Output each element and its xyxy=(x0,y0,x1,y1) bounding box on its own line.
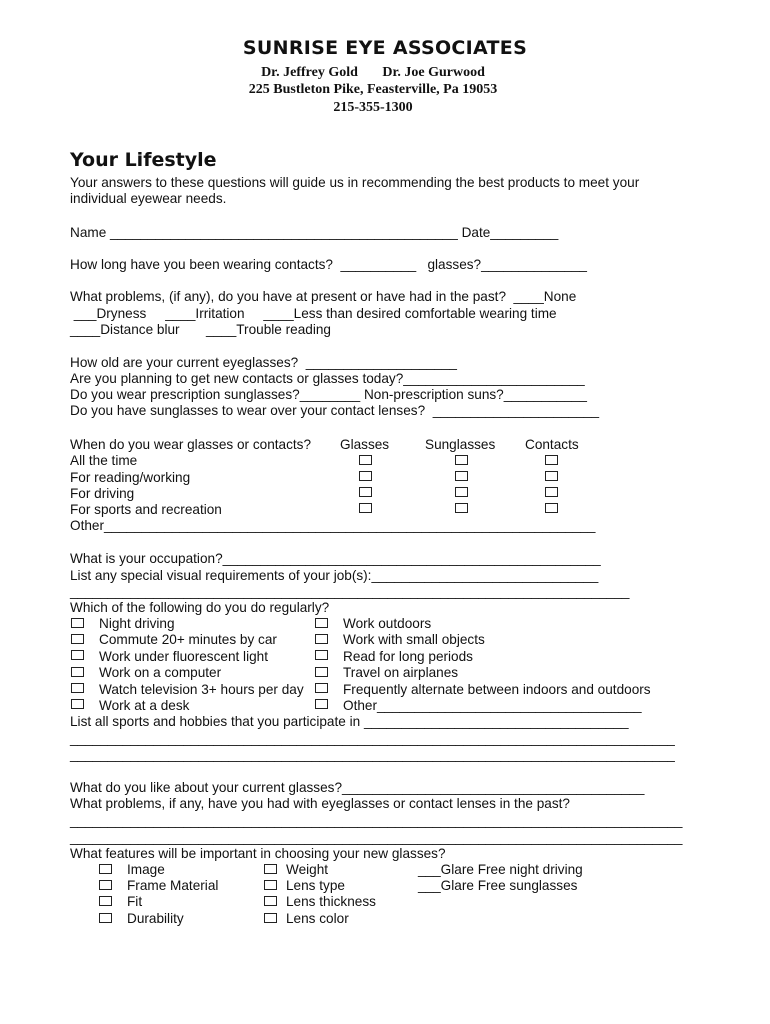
name-date-field[interactable]: Name ______________________________________________ Date_________ xyxy=(70,225,559,240)
sunglasses-field[interactable]: Do you wear prescription sunglasses?________ Non-prescription suns?___________ xyxy=(70,387,587,402)
checkbox[interactable] xyxy=(545,487,558,497)
section-title: Your Lifestyle xyxy=(70,149,217,171)
practice-name: SUNRISE EYE ASSOCIATES xyxy=(242,37,528,59)
checkbox[interactable] xyxy=(71,618,84,628)
checkbox[interactable] xyxy=(455,503,468,513)
wearing-duration-field[interactable]: How long have you been wearing contacts? __________ glasses?______________ xyxy=(70,257,587,272)
checkbox[interactable] xyxy=(455,487,468,497)
hobbies-blank[interactable]: ________________________________________________________________________________ xyxy=(70,731,675,746)
intro-line-1: Your answers to these questions will guide us in recommending the best products to meet your xyxy=(70,175,640,190)
wear-other-field[interactable]: Other_________________________________________________________________ xyxy=(70,518,596,533)
checkbox[interactable] xyxy=(315,667,328,677)
feature-label: Fit xyxy=(127,894,143,909)
practice-address: 225 Bustleton Pike, Feasterville, Pa 19053 xyxy=(248,82,498,97)
feature-label: Weight xyxy=(286,862,329,877)
problems-question[interactable]: What problems, (if any), do you have at present or have had in the past? ____None xyxy=(70,289,577,304)
checkbox[interactable] xyxy=(545,503,558,513)
checkbox[interactable] xyxy=(264,864,277,874)
checkbox[interactable] xyxy=(359,471,372,481)
checkbox[interactable] xyxy=(71,667,84,677)
wear-row-label: For sports and recreation xyxy=(70,502,222,517)
planning-field[interactable]: Are you planning to get new contacts or glasses today?________________________ xyxy=(70,371,585,386)
activity-other-field[interactable]: Other___________________________________ xyxy=(343,698,642,713)
eyeglasses-age-field[interactable]: How old are your current eyeglasses? ____________________ xyxy=(70,355,457,370)
feature-label: Lens color xyxy=(286,911,349,926)
activities-question: Which of the following do you do regularly? xyxy=(70,600,330,615)
activity-label: Read for long periods xyxy=(343,649,473,664)
over-contacts-field[interactable]: Do you have sunglasses to wear over your contact lenses? ______________________ xyxy=(70,403,600,418)
past-problems-blank[interactable]: _________________________________________________________________________________ xyxy=(70,813,683,828)
checkbox[interactable] xyxy=(264,880,277,890)
column-sunglasses: Sunglasses xyxy=(425,437,496,452)
problems-options-2[interactable]: ____Distance blur ____Trouble reading xyxy=(70,322,331,337)
checkbox[interactable] xyxy=(545,471,558,481)
checkbox[interactable] xyxy=(315,634,328,644)
activity-label: Night driving xyxy=(99,616,175,631)
feature-label: Lens thickness xyxy=(286,894,376,909)
checkbox[interactable] xyxy=(99,913,112,923)
hobbies-field[interactable]: List all sports and hobbies that you participate in ___________________________________ xyxy=(70,714,629,729)
activity-label: Work with small objects xyxy=(343,632,485,647)
glare-sunglasses-option[interactable]: ___Glare Free sunglasses xyxy=(418,878,578,893)
problems-options-1[interactable]: ___Dryness ____Irritation ____Less than desired comfortable wearing time xyxy=(70,306,557,321)
checkbox[interactable] xyxy=(359,487,372,497)
checkbox[interactable] xyxy=(264,913,277,923)
activity-label: Work on a computer xyxy=(99,665,222,680)
checkbox[interactable] xyxy=(545,455,558,465)
checkbox[interactable] xyxy=(359,503,372,513)
hobbies-blank[interactable]: ________________________________________________________________________________ xyxy=(70,747,675,762)
checkbox[interactable] xyxy=(71,650,84,660)
feature-label: Image xyxy=(127,862,165,877)
glare-night-option[interactable]: ___Glare Free night driving xyxy=(418,862,583,877)
checkbox[interactable] xyxy=(99,880,112,890)
checkbox[interactable] xyxy=(99,864,112,874)
wear-question: When do you wear glasses or contacts? xyxy=(70,437,312,452)
activity-label: Work under fluorescent light xyxy=(99,649,268,664)
checkbox[interactable] xyxy=(71,699,84,709)
checkbox[interactable] xyxy=(455,455,468,465)
column-contacts: Contacts xyxy=(525,437,579,452)
wear-row-label: For reading/working xyxy=(70,470,191,485)
checkbox[interactable] xyxy=(264,896,277,906)
practice-phone: 215-355-1300 xyxy=(333,100,413,115)
activity-label: Frequently alternate between indoors and outdoors xyxy=(343,682,651,697)
feature-label: Lens type xyxy=(286,878,345,893)
like-glasses-field[interactable]: What do you like about your current glasses?________________________________________ xyxy=(70,780,645,795)
wear-row-label: All the time xyxy=(70,453,138,468)
activity-label: Watch television 3+ hours per day xyxy=(99,682,304,697)
checkbox[interactable] xyxy=(315,618,328,628)
activity-label: Work at a desk xyxy=(99,698,190,713)
past-problems-question: What problems, if any, have you had with eyeglasses or contact lenses in the past? xyxy=(70,796,570,811)
occupation-field[interactable]: What is your occupation?__________________________________________________ xyxy=(70,551,601,566)
column-glasses: Glasses xyxy=(340,437,390,452)
checkbox[interactable] xyxy=(71,634,84,644)
checkbox[interactable] xyxy=(315,650,328,660)
activity-label: Commute 20+ minutes by car xyxy=(99,632,277,647)
feature-label: Frame Material xyxy=(127,878,219,893)
doctor-names: Dr. Jeffrey Gold Dr. Joe Gurwood xyxy=(261,65,485,80)
checkbox[interactable] xyxy=(71,683,84,693)
job-requirements-blank[interactable]: __________________________________________________________________________ xyxy=(70,584,630,599)
checkbox[interactable] xyxy=(359,455,372,465)
feature-label: Durability xyxy=(127,911,184,926)
activity-label: Travel on airplanes xyxy=(343,665,459,680)
job-requirements-field[interactable]: List any special visual requirements of your job(s):______________________________ xyxy=(70,568,599,583)
features-question: What features will be important in choosing your new glasses? xyxy=(70,846,446,861)
checkbox[interactable] xyxy=(315,699,328,709)
checkbox[interactable] xyxy=(99,896,112,906)
intro-line-2: individual eyewear needs. xyxy=(70,191,227,206)
activity-label: Work outdoors xyxy=(343,616,432,631)
past-problems-blank[interactable]: _________________________________________________________________________________ xyxy=(70,830,683,845)
checkbox[interactable] xyxy=(455,471,468,481)
checkbox[interactable] xyxy=(315,683,328,693)
wear-row-label: For driving xyxy=(70,486,135,501)
